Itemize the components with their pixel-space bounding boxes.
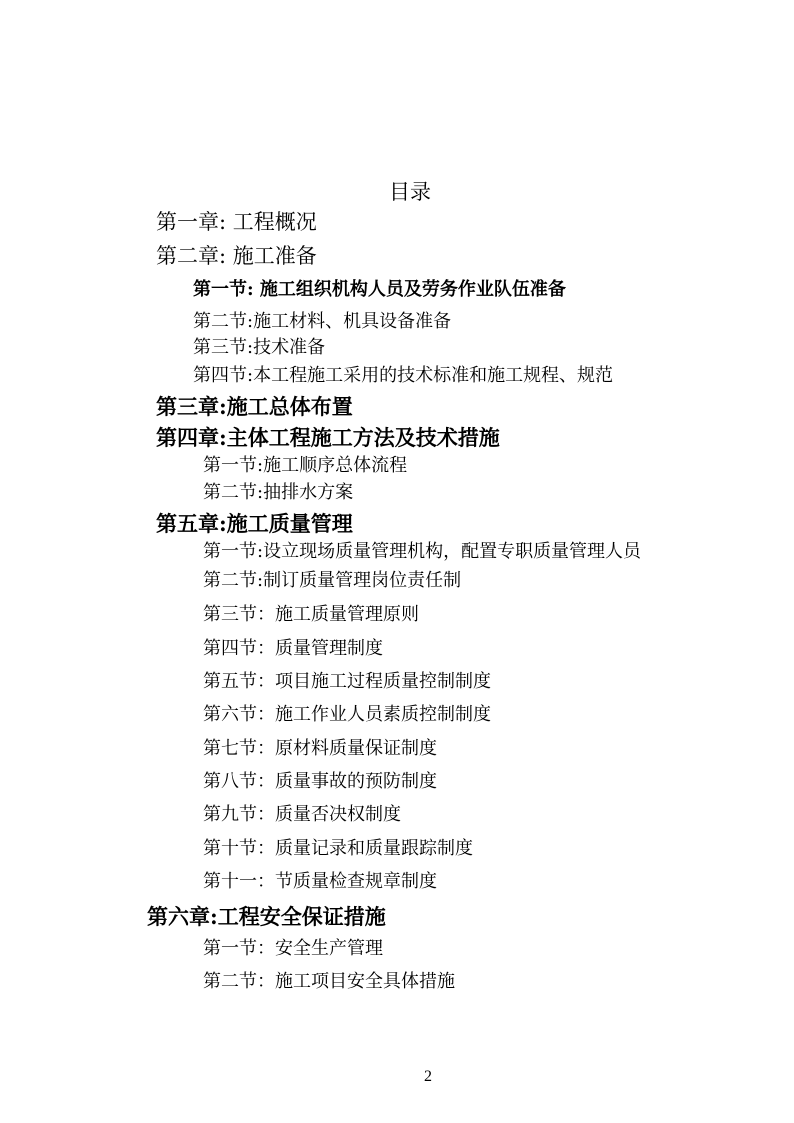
toc-entry-chapter: 第二章: 施工准备 [156,244,317,268]
toc-entry-section: 第二节：施工项目安全具体措施 [203,971,455,992]
toc-entry-section: 第一节:设立现场质量管理机构，配置专职质量管理人员 [203,541,642,562]
toc-entry-section: 第一节：安全生产管理 [203,938,383,959]
toc-entry-section: 第十节：质量记录和质量跟踪制度 [203,838,473,859]
toc-title: 目录 [389,180,431,204]
toc-entry-section: 第七节：原材料质量保证制度 [203,738,437,759]
toc-entry-chapter: 第六章:工程安全保证措施 [147,904,386,929]
toc-entry-section: 第二节:抽排水方案 [203,482,354,503]
toc-entry-chapter: 第一章: 工程概况 [156,210,317,234]
toc-entry-chapter: 第五章:施工质量管理 [156,511,353,536]
toc-entry-section: 第九节：质量否决权制度 [203,804,401,825]
toc-entry-section: 第二节:施工材料、机具设备准备 [193,311,452,332]
toc-entry-section: 第四节：质量管理制度 [203,638,383,659]
toc-entry-section: 第三节:技术准备 [193,337,326,358]
toc-entry-section: 第五节：项目施工过程质量控制制度 [203,671,491,692]
toc-entry-chapter: 第三章:施工总体布置 [156,394,353,419]
toc-entry-section: 第四节:本工程施工采用的技术标准和施工规程、规范 [193,365,614,386]
toc-entry-section: 第一节: 施工组织机构人员及劳务作业队伍准备 [193,279,566,300]
toc-entry-section: 第六节：施工作业人员素质控制制度 [203,704,491,725]
toc-entry-section: 第十一：节质量检查规章制度 [203,871,437,892]
toc-entry-chapter: 第四章:主体工程施工方法及技术措施 [156,425,500,450]
page-number: 2 [424,1068,432,1085]
toc-entry-section: 第三节：施工质量管理原则 [203,604,419,625]
toc-entry-section: 第一节:施工顺序总体流程 [203,455,408,476]
toc-entry-section: 第八节：质量事故的预防制度 [203,771,437,792]
toc-entry-section: 第二节:制订质量管理岗位责任制 [203,570,462,591]
